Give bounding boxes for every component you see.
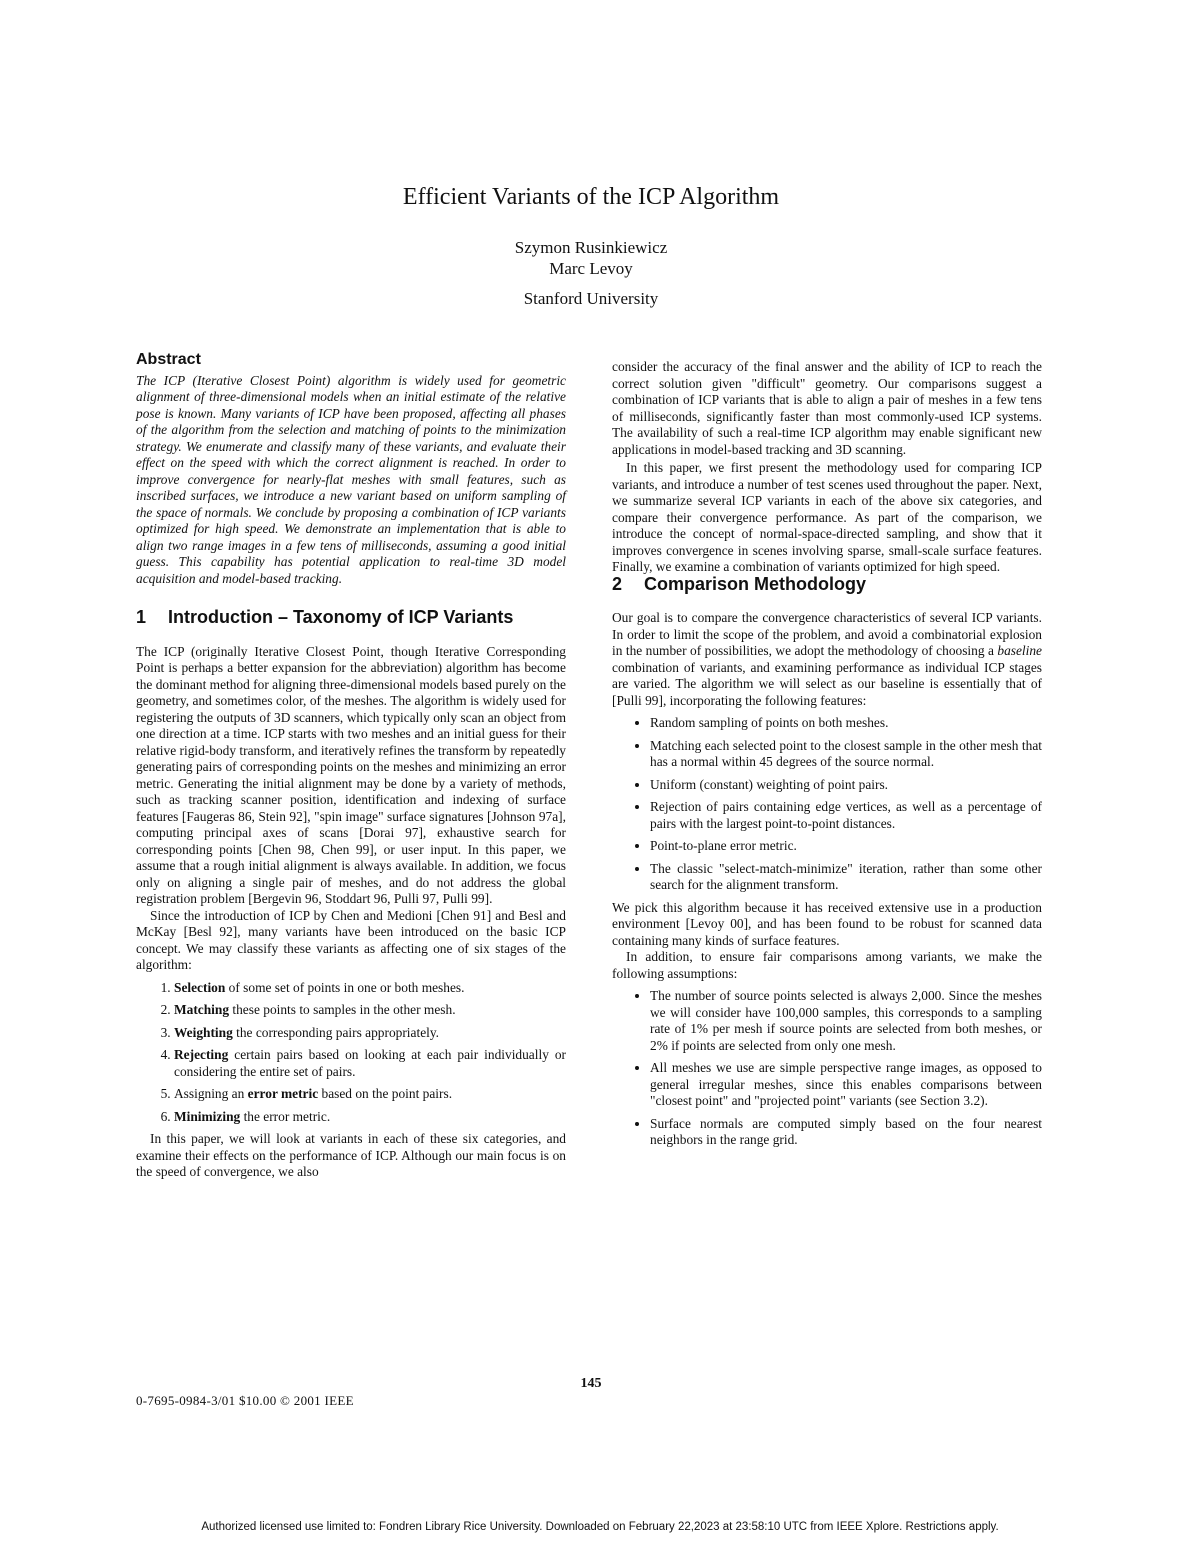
author-list [0, 237, 1182, 279]
emphasis: baseline [997, 643, 1042, 658]
affiliation: Stanford University [523, 289, 659, 308]
stage-term: error metric [247, 1086, 319, 1101]
intro-paragraph: The ICP (originally Iterative Closest Point, though Iterative Corresponding Point is perhaps a better expansion for the abbreviation) algorithm has become the dominant method for aligning three-dimensional models based purely on the geometry, and sometimes color, of the meshes. The algorithm is widely used for registering the outputs of 3D scanners, which typically only scan an object from one direction at a time. ICP starts with two meshes and an initial guess for their relative rigid-body transform, and iteratively refines the transform by repeatedly generating pairs of corresponding points on the meshes and minimizing an error metric. Generating the initial alignment may be done by a variety of methods, such as tracking scanner position, identification and indexing of surface features [Faugeras 86, Stein 92], "spin image" surface signatures [Johnson 97a], computing principal axes of scans [Dorai 97], exhaustive search for corresponding points [Chen 98, Chen 99], or user input. In this paper, we assume that a rough initial alignment is always available. In addition, we focus only on aligning a single pair of meshes, and do not address the global registration problem [Bergevin 96, Stoddart 96, Pulli 97, Pulli 99]. [136, 643, 566, 906]
list-item [174, 1086, 566, 1103]
section-number: 1 [136, 607, 147, 627]
author-name: Marc Levoy [549, 259, 633, 278]
list-item: • Surface normals are computed simply based on the four nearest neighbors in the range grid. [650, 1116, 1042, 1149]
list-item [174, 980, 566, 997]
stage-term: Minimizing [174, 1108, 241, 1124]
text-run: Our goal is to compare the convergence characteristics of several ICP variants. In order to limit the scope of the problem, and avoid a combinatorial explosion in the number of possibilities, we adopt the methodology of choosing a [612, 610, 1042, 658]
intro-paragraph: consider the accuracy of the final answer and the ability of ICP to reach the correct solution given "difficult" geometry. Our comparisons suggest a combination of ICP variants that is able to align a pair of meshes in a few tens of milliseconds, significantly faster than most commonly-used ICP systems. The availability of such a real-time ICP algorithm may enable significant new applications in model-based tracking and 3D scanning. [612, 359, 1042, 457]
section-1-heading [136, 609, 566, 626]
assumptions-list [612, 988, 1042, 1149]
list-item: • All meshes we use are simple perspective range images, as opposed to general irregular meshes, since this enables comparisons between "closest point" and "projected point" variants (see Section 3.2). [650, 1060, 1042, 1110]
list-item: • The number of source points selected is always 2,000. Since the meshes we will consider have 100,000 samples, this corresponds to a sampling rate of 1% per mesh if source points are selected from both meshes, or 2% if points are selected from only one mesh. [650, 988, 1042, 1054]
stage-desc: the error metric. [240, 1108, 331, 1124]
list-item: • The classic "select-match-minimize" iteration, rather than some other search for the alignment transform. [650, 861, 1042, 894]
baseline-features-list [612, 715, 1042, 894]
abstract-text: The ICP (Iterative Closest Point) algorithm is widely used for geometric alignment of three-dimensional models when an initial estimate of the relative pose is known. Many variants of ICP have been proposed, affecting all phases of the algorithm from the selection and matching of points to the minimization strategy. We enumerate and classify many of these variants, and evaluate their effect on the speed with which the correct alignment is reached. In order to improve convergence for nearly-flat meshes with small features, such as inscribed surfaces, we introduce a new variant based on uniform sampling of the space of normals. We conclude by proposing a combination of ICP variants optimized for high speed. We demonstrate an implementation that is able to align two range images in a few tens of milliseconds, assuming a good initial guess. This capability has potential application to real-time 3D model acquisition and model-based tracking. [136, 372, 566, 586]
copyright-notice: 0-7695-0984-3/01 $10.00 © 2001 IEEE [136, 1393, 354, 1408]
right-column [612, 359, 1042, 1155]
stage-term: Rejecting [174, 1047, 229, 1062]
stage-desc: based on the point pairs. [318, 1086, 453, 1101]
stage-desc: the corresponding pairs appropriately. [232, 1024, 440, 1040]
intro-paragraph: In this paper, we first present the methodology used for comparing ICP variants, and introduce a number of test scenes used throughout the paper. Next, we summarize several ICP variants in each of the above six categories, and compare their convergence performance. As part of the comparison, we introduce the concept of normal-space-directed sampling, and show that it improves convergence in scenes involving sparse, small-scale surface features. Finally, we examine a combination of variants optimized for high speed. [612, 460, 1042, 574]
stage-desc: these points to samples in the other mesh. [229, 1002, 456, 1017]
abstract-heading: Abstract [136, 351, 201, 368]
list-item: • Matching each selected point to the closest sample in the other mesh that has a normal within 45 degrees of the source normal. [650, 738, 1042, 771]
section-title: Comparison Methodology [644, 573, 867, 594]
stage-term: Matching [174, 1002, 230, 1017]
methodology-paragraph: We pick this algorithm because it has received extensive use in a production environment [Levoy 00], and has been found to be robust for scanned data containing many kinds of surface features. [612, 899, 1042, 948]
paper-title: Efficient Variants of the ICP Algorithm [402, 184, 780, 210]
list-item: • Point-to-plane error metric. [650, 838, 1042, 855]
methodology-paragraph: In addition, to ensure fair comparisons among variants, we make the following assumptions: [612, 949, 1042, 981]
list-item [174, 1025, 566, 1042]
list-item [174, 1047, 566, 1080]
section-title: Introduction – Taxonomy of ICP Variants [168, 607, 514, 627]
methodology-paragraph [612, 610, 1042, 709]
list-item [174, 1002, 566, 1019]
stage-term: Weighting [174, 1024, 233, 1040]
list-item [174, 1109, 566, 1126]
list-item: • Rejection of pairs containing edge vertices, as well as a percentage of pairs with the largest point-to-point distances. [650, 799, 1042, 832]
stage-term: Selection [174, 979, 226, 995]
list-item: • Random sampling of points on both meshes. [650, 715, 1042, 732]
text-run: combination of variants, and examining performance as individual ICP stages are varied. The algorithm we will select as our baseline is essentially that of [Pulli 99], incorporating the following features: [612, 659, 1042, 708]
author-name: Szymon Rusinkiewicz [514, 238, 668, 257]
stage-desc: of some set of points in one or both meshes. [225, 979, 465, 995]
intro-paragraph: In this paper, we will look at variants in each of these six categories, and examine their effects on the performance of ICP. Although our main focus is on the speed of convergence, we also [136, 1131, 566, 1179]
stage-desc: certain pairs based on looking at each pair individually or considering the entire set of pairs. [174, 1047, 566, 1079]
page-number: 145 [580, 1376, 602, 1391]
license-footer: Authorized licensed use limited to: Fondren Library Rice University. Downloaded on February 22,2023 at 23:58:10 UTC from IEEE Xplore. Restrictions apply. [201, 1521, 999, 1533]
list-item: • Uniform (constant) weighting of point pairs. [650, 777, 1042, 794]
intro-paragraph: Since the introduction of ICP by Chen and Medioni [Chen 91] and Besl and McKay [Besl 92], many variants have been introduced on the basic ICP concept. We may classify these variants as affecting one of six stages of the algorithm: [136, 907, 566, 972]
section-2-heading [612, 573, 1042, 594]
section-number: 2 [612, 573, 623, 594]
left-column [136, 352, 566, 1181]
icp-stages-list [136, 980, 566, 1126]
stage-prefix: Assigning an [174, 1086, 248, 1101]
